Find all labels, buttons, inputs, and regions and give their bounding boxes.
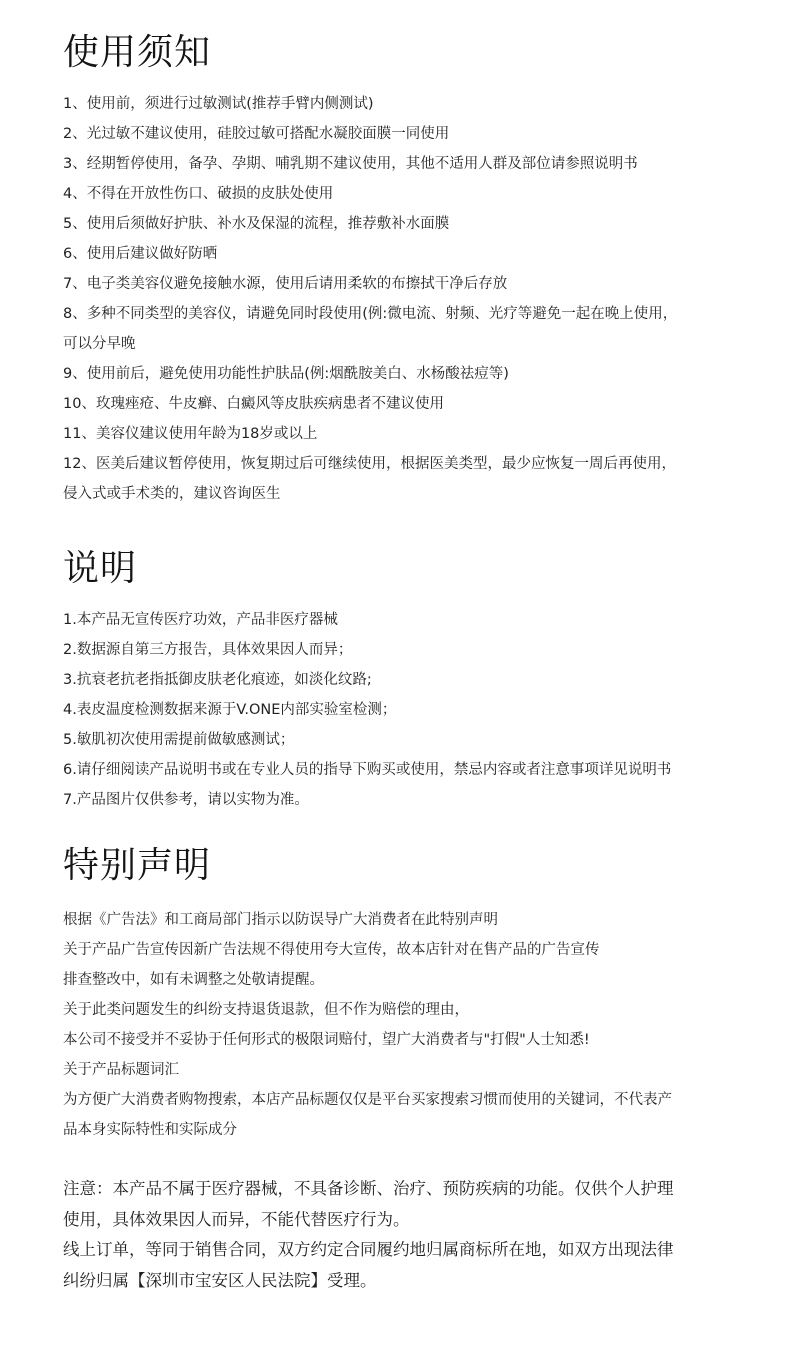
explanation-title: 说明 bbox=[63, 548, 138, 589]
explanation-list bbox=[63, 605, 753, 815]
usage-line: 可以分早晚 bbox=[63, 336, 136, 352]
statement-line: 根据《广告法》和工商局部门指示以防误导广大消费者在此特别声明 bbox=[63, 912, 498, 928]
usage-line: 11、美容仪建议使用年龄为18岁或以上 bbox=[63, 426, 318, 442]
statement-line: 排查整改中，如有未调整之处敬请提醒。 bbox=[63, 972, 324, 988]
usage-line: 4、不得在开放性伤口、破损的皮肤处使用 bbox=[63, 186, 334, 202]
statement-line: 本公司不接受并不妥协于任何形式的极限词赔付，望广大消费者与"打假"人士知悉! bbox=[63, 1032, 590, 1048]
usage-line: 12、医美后建议暂停使用，恢复期过后可继续使用，根据医美类型，最少应恢复一周后再使用， bbox=[63, 456, 676, 472]
usage-title: 使用须知 bbox=[63, 32, 212, 73]
usage-line: 7、电子类美容仪避免接触水源，使用后请用柔软的布擦拭干净后存放 bbox=[63, 276, 508, 292]
usage-line: 9、使用前后，避免使用功能性护肤品(例:烟酰胺美白、水杨酸祛痘等) bbox=[63, 366, 509, 382]
notice-line: 使用，具体效果因人而异，不能代替医疗行为。 bbox=[63, 1209, 410, 1229]
statement-line: 关于产品标题词汇 bbox=[63, 1062, 179, 1078]
statement-line: 为方便广大消费者购物搜索，本店产品标题仅仅是平台买家搜索习惯而使用的关键词，不代表产 bbox=[63, 1092, 672, 1108]
statement-list bbox=[63, 905, 753, 1145]
usage-list bbox=[63, 89, 753, 509]
explanation-line: 7.产品图片仅供参考，请以实物为准。 bbox=[63, 792, 309, 808]
explanation-section bbox=[63, 546, 753, 815]
usage-line: 5、使用后须做好护肤、补水及保湿的流程，推荐敷补水面膜 bbox=[63, 216, 450, 232]
usage-line: 侵入式或手术类的，建议咨询医生 bbox=[63, 486, 281, 502]
explanation-line: 5.敏肌初次使用需提前做敏感测试； bbox=[63, 732, 295, 748]
notice-line: 线上订单，等同于销售合同，双方约定合同履约地归属商标所在地，如双方出现法律 bbox=[63, 1240, 674, 1259]
notice-section bbox=[63, 1174, 753, 1296]
explanation-line: 6.请仔细阅读产品说明书或在专业人员的指导下购买或使用，禁忌内容或者注意事项详见说明书 bbox=[63, 762, 672, 778]
usage-line: 6、使用后建议做好防晒 bbox=[63, 246, 218, 262]
statement-line: 关于此类问题发生的纠纷支持退货退款，但不作为赔偿的理由， bbox=[63, 1002, 469, 1018]
explanation-line: 4.表皮温度检测数据来源于V.ONE内部实验室检测； bbox=[63, 702, 397, 718]
statement-title: 特别声明 bbox=[63, 845, 212, 886]
explanation-line: 3.抗衰老抗老指抵御皮肤老化痕迹，如淡化纹路; bbox=[63, 672, 372, 688]
notice-line: 纠纷归属【深圳市宝安区人民法院】受理。 bbox=[63, 1270, 377, 1290]
statement-line: 关于产品广告宣传因新广告法规不得使用夸大宣传，故本店针对在售产品的广告宣传 bbox=[63, 942, 600, 958]
usage-line: 3、经期暂停使用，备孕、孕期、哺乳期不建议使用，其他不适用人群及部位请参照说明书 bbox=[63, 156, 638, 172]
explanation-line: 1.本产品无宣传医疗功效，产品非医疗器械 bbox=[63, 612, 338, 628]
usage-section bbox=[63, 30, 753, 509]
notice-line: 注意：本产品不属于医疗器械，不具备诊断、治疗、预防疾病的功能。仅供个人护理 bbox=[63, 1179, 674, 1198]
usage-line: 1、使用前，须进行过敏测试(推荐手臂内侧测试) bbox=[63, 96, 374, 112]
usage-line: 8、多种不同类型的美容仪，请避免同时段使用(例:微电流、射频、光疗等避免一起在晚上使用， bbox=[63, 306, 678, 322]
statement-section bbox=[63, 843, 753, 1145]
explanation-line: 2.数据源自第三方报告，具体效果因人而异； bbox=[63, 642, 353, 658]
usage-line: 10、玫瑰痤疮、牛皮癣、白癜风等皮肤疾病患者不建议使用 bbox=[63, 396, 444, 412]
statement-line: 品本身实际特性和实际成分 bbox=[63, 1122, 237, 1138]
usage-line: 2、光过敏不建议使用，硅胶过敏可搭配水凝胶面膜一同使用 bbox=[63, 126, 450, 142]
notice-list bbox=[63, 1174, 753, 1296]
